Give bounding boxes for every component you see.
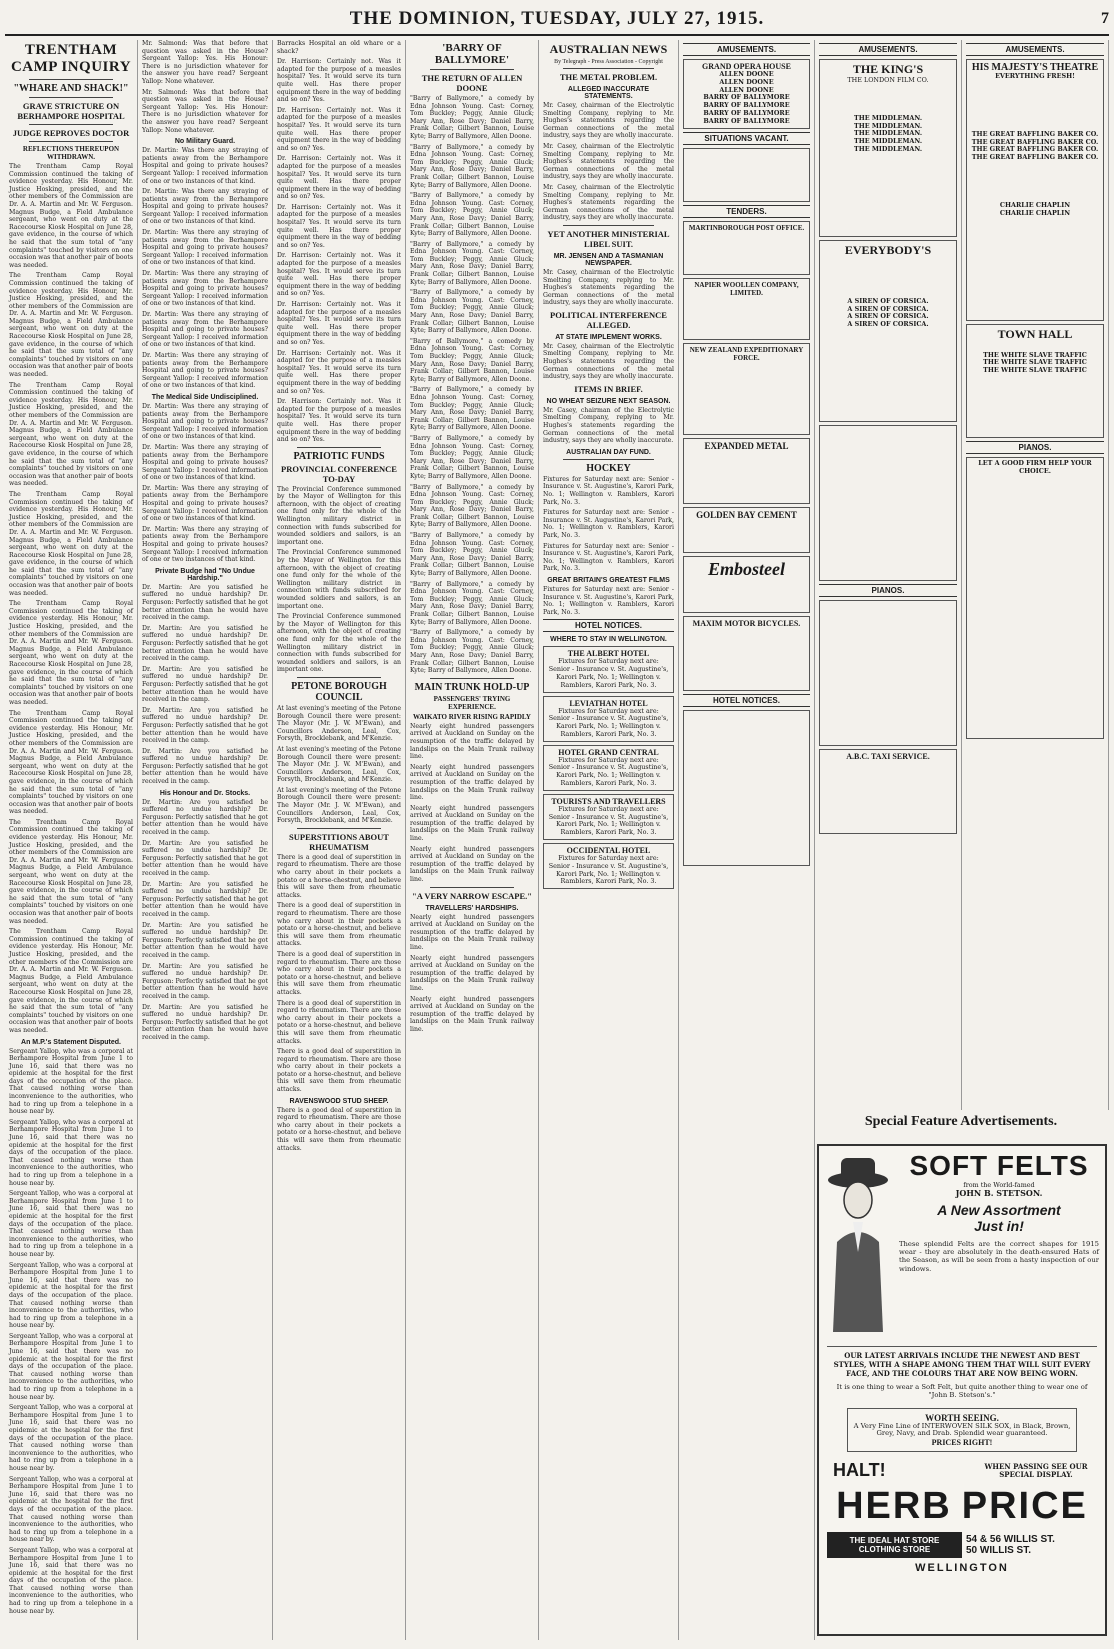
just-in-title: Just in!: [974, 1217, 1024, 1234]
heading-amusements: AMUSEMENTS.: [819, 43, 957, 56]
article-body: "Barry of Ballymore," a comedy by Edna Johnson Young. Cast: Corney, Tom Buckley; Peggy, Annie Gluck; Mary Ann, Rose Davy; Daniel Barry, Frank Collar; Gilbert Bannon, Louise Kyte; Barry of Ballymore, Allen Doone.: [410, 532, 534, 578]
subhead-stricture: GRAVE STRICTURE ON BERHAMPORE HOSPITAL: [17, 101, 125, 121]
soft-felts-ad: [817, 1144, 1107, 1636]
article-body: There is a good deal of superstition in regard to rheumatism. There are those who carry about in their pockets a potato or a horse-chestnut, and believe this will save them from rheumatic attacks.: [277, 902, 401, 948]
hotel-ad: HOTEL GRAND CENTRAL Fixtures for Saturday next are: Senior - Insurance v. St. Augustine's, Karori Park, No. 1; Wellington v. Ramblers, Karori Park, No. 3.: [543, 745, 674, 791]
article-body: At last evening's meeting of the Petone Borough Council there were present: The Mayor (Mr. J. W. M'Ewan), and Councillors Anderson, Leal, Cox, Forsyth, Brocklebank, and M'Kenzie.: [277, 786, 401, 825]
article-body: "Barry of Ballymore," a comedy by Edna Johnson Young. Cast: Corney, Tom Buckley; Peggy, Annie Gluck; Mary Ann, Rose Davy; Daniel Barry, Frank Collar; Gilbert Bannon, Louise Kyte; Barry of Ballymore, Allen Doone.: [410, 95, 534, 140]
article-body: There is a good deal of superstition in regard to rheumatism. There are those who carry about in their pockets a potato or a horse-chestnut, and believe this will save them from rheumatic attacks.: [277, 1048, 401, 1094]
article-body: Dr. Harrison: Certainly not. Was it adapted for the purpose of a measles hospital? Yes. It would serve its turn quite well. Has there proper equipment there in the way of bedding and so on? Yes.: [277, 58, 401, 104]
heading-hockey: HOCKEY: [586, 462, 631, 474]
store-name: THE IDEAL HAT STORE CLOTHING STORE: [827, 1532, 962, 1558]
address-2: 50 WILLIS ST.: [966, 1545, 1032, 1557]
subsection-ravenswood: RAVENSWOOD STUD SHEEP.: [289, 1097, 389, 1105]
masthead-title: THE DOMINION, TUESDAY, JULY 27, 1915.: [349, 8, 765, 29]
subhead-inaccurate: ALLEGED INACCURATE STATEMENTS.: [567, 86, 650, 100]
article-body: Nearly eight hundred passengers arrived at Auckland on Sunday on the resumption of the traffic delayed by landslips on the Main Trunk railway line.: [410, 995, 534, 1033]
subhead-aus-day: AUSTRALIAN DAY FUND.: [566, 448, 651, 456]
article-body: There is a good deal of superstition in regard to rheumatism. There are those who carry about in their pockets a potato or a horse-chestnut, and believe this will save them from rheumatic attacks.: [277, 999, 401, 1045]
tender-ad: NAPIER WOOLLEN COMPANY, LIMITED.: [683, 278, 810, 340]
article-body: Dr. Harrison: Certainly not. Was it adapted for the purpose of a measles hospital? Yes. It would serve its turn quite well. Has there proper equipment there in the way of bedding and so on? Yes.: [277, 155, 401, 201]
article-body: "Barry of Ballymore," a comedy by Edna Johnson Young. Cast: Corney, Tom Buckley; Peggy, Annie Gluck; Mary Ann, Rose Davy; Daniel Barry, Frank Collar; Gilbert Bannon, Louise Kyte; Barry of Ballymore, Allen Doone.: [410, 386, 534, 432]
article-body: Dr. Harrison: Certainly not. Was it adapted for the purpose of a measles hospital? Yes. It would serve its turn quite well. Has there proper equipment there in the way of bedding and so on? Yes.: [277, 203, 401, 249]
heading-amusements: AMUSEMENTS.: [683, 43, 810, 56]
article-body: Dr. Martin: Was there any straying of patients away from the Berhampore Hospital and going to private houses? Sergeant Yallop: I received information of one or two instances of that kind.: [142, 311, 268, 349]
subsection-budge: Private Budge had "No Undue Hardship.": [155, 567, 255, 582]
headline-ballymore: 'BARRY OF BALLYMORE': [434, 42, 510, 66]
subsection-guard: No Military Guard.: [174, 138, 236, 146]
subsection-stocks: His Honour and Dr. Stocks.: [159, 789, 251, 797]
article-body: Sergeant Yallop, who was a corporal at Berhampore Hospital from June 1 to June 16, said that there was no epidemic at the hospital for the first days of the occupation of the place. That caused nothing worse than inconvenience to the authorities, who had to ring up from a telephone in a house near by.: [9, 1190, 133, 1258]
article-body: Dr. Martin: Was there any straying of patients away from the Berhampore Hospital and going to private houses? Sergeant Yallop: I received information of one or two instances of that kind.: [142, 402, 268, 441]
man-in-hat-illustration: [823, 1152, 893, 1332]
heading-amusements: AMUSEMENTS.: [966, 43, 1104, 56]
article-body: Barracks Hospital an old whare or a shack?: [277, 40, 401, 55]
article-body: At last evening's meeting of the Petone Borough Council there were present: The Mayor (Mr. J. W. M'Ewan), and Councillors Anderson, Leal, Cox, Forsyth, Brocklebank, and M'Kenzie.: [277, 704, 401, 743]
article-body: The Trentham Camp Royal Commission continued the taking of evidence yesterday. His Honour, Mr. Justice Hosking, presided, and the other members of the Commission are Dr. A. A. Martin and Mr. W. Ferguson. Magnus Budge, a Field Ambulance sergeant, who went on duty at the Racecourse Kiosk Hospital on June 28, gave evidence, in the course of which he said that the sum total of "any complaints" touched by visitors on one occasion was that another pair of boots was needed.: [9, 709, 133, 816]
article-body: Dr. Martin: Was there any straying of patients away from the Berhampore Hospital and going to private houses? Sergeant Yallop: I received information of one or two instances of that kind.: [142, 484, 268, 523]
article-body: "Barry of Ballymore," a comedy by Edna Johnson Young. Cast: Corney, Tom Buckley; Peggy, Annie Gluck; Mary Ann, Rose Davy; Daniel Barry, Frank Collar; Gilbert Bannon, Louise Kyte; Barry of Ballymore, Allen Doone.: [410, 240, 534, 286]
article-body: Dr. Harrison: Certainly not. Was it adapted for the purpose of a measles hospital? Yes. It would serve its turn quite well. Has there proper equipment there in the way of bedding and so on? Yes.: [277, 252, 401, 298]
subhead-wheat: NO WHEAT SEIZURE NEXT SEASON.: [546, 397, 671, 405]
hotel-ad: TOURISTS AND TRAVELLERS Fixtures for Saturday next are: Senior - Insurance v. St. Augustine's, Karori Park, No. 1; Wellington v. Ramblers, Karori Park, No. 3.: [543, 794, 674, 840]
kings-ad: THE KING'S THE LONDON FILM CO. THE MIDDLEMAN. THE MIDDLEMAN. THE MIDDLEMAN. THE MIDDLEMAN. THE MIDDLEMAN.: [819, 59, 957, 237]
article-body: "Barry of Ballymore," a comedy by Edna Johnson Young. Cast: Corney, Tom Buckley; Peggy, Annie Gluck; Mary Ann, Rose Davy; Daniel Barry, Frank Collar; Gilbert Bannon, Louise Kyte; Barry of Ballymore, Allen Doone.: [410, 483, 534, 529]
piano-ad: [819, 600, 957, 746]
hotel-ad: LEVIATHAN HOTEL Fixtures for Saturday next are: Senior - Insurance v. St. Augustine's, Karori Park, No. 1; Wellington v. Ramblers, Karori Park, No. 3.: [543, 696, 674, 742]
article-body: Dr. Martin: Are you satisfied he suffered no undue hardship? Dr. Ferguson: Perfectly satisfied that he got better attention than he would have received in the camp.: [142, 706, 268, 745]
article-body: The Provincial Conference summoned by the Mayor of Wellington for this afternoon, with the object of creating one fund only for the whole of the Wellington military district in connection with funds subscribed for wounded soldiers and sailors, is an important one.: [277, 613, 401, 674]
tender-ad: MARTINBOROUGH POST OFFICE.: [683, 221, 810, 275]
article-body: Dr. Harrison: Certainly not. Was it adapted for the purpose of a measles hospital? Yes. It would serve its turn quite well. Has there proper equipment there in the way of bedding and so on? Yes.: [277, 301, 401, 346]
embosteel-ad: Embosteel: [683, 556, 810, 613]
heading-pianos: PIANOS.: [819, 584, 957, 597]
heading-metal-problem: THE METAL PROBLEM.: [559, 72, 658, 82]
metal-ad: EXPANDED METAL: [683, 438, 810, 504]
article-body: Dr. Martin: Are you satisfied he suffered no undue hardship? Dr. Ferguson: Perfectly satisfied that he got better attention than he would have received in the camp.: [142, 798, 268, 837]
heading-narrow-escape: "A VERY NARROW ESCAPE.": [412, 890, 532, 901]
subhead-doone: THE RETURN OF ALLEN DOONE: [421, 73, 523, 93]
subhead-passengers: PASSENGERS' TRYING EXPERIENCE.: [433, 694, 511, 711]
article-body: "Barry of Ballymore," a comedy by Edna Johnson Young. Cast: Corney, Tom Buckley; Peggy, Annie Gluck; Mary Ann, Rose Davy; Daniel Barry, Frank Collar; Gilbert Bannon, Louise Kyte; Barry of Ballymore, Allen Doone.: [410, 580, 534, 626]
article-body: There is a good deal of superstition in regard to rheumatism. There are those who carry about in their pockets a potato or a horse-chestnut, and believe this will save them from rheumatic attacks.: [277, 1106, 401, 1152]
page-number: 7: [1101, 10, 1109, 27]
article-body: Dr. Martin: Are you satisfied he suffered no undue hardship? Dr. Ferguson: Perfectly satisfied that he got better attention than he would have received in the camp.: [142, 747, 268, 786]
article-body: Dr. Martin: Are you satisfied he suffered no undue hardship? Dr. Ferguson: Perfectly satisfied that he got better attention than he would have received in the camp.: [142, 583, 268, 622]
article-body: Nearly eight hundred passengers arrived at Auckland on Sunday on the resumption of the traffic delayed by landslips on the Main Trunk railway line.: [410, 804, 534, 843]
article-body: The Trentham Camp Royal Commission continued the taking of evidence yesterday. His Honour, Mr. Justice Hosking, presided, and the other members of the Commission are Dr. A. A. Martin and Mr. W. Ferguson. Magnus Budge, a Field Ambulance sergeant, who went on duty at the Racecourse Kiosk Hospital on June 28, gave evidence, in the course of which he said that the sum total of "any complaints" touched by visitors on one occasion was that another pair of boots was needed.: [9, 163, 133, 269]
article-body: Dr. Martin: Was there any straying of patients away from the Berhampore Hospital and going to private houses? Sergeant Yallop: I received information of one or two instances of that kind.: [142, 525, 268, 564]
heading-hotel-notices-2: HOTEL NOTICES.: [683, 694, 810, 707]
heading-patriotic-funds: PATRIOTIC FUNDS: [293, 450, 385, 462]
article-body: Sergeant Yallop, who was a corporal at Berhampore Hospital from June 1 to June 16, said that there was no epidemic at the hospital for the first days of the occupation of the place. That caused nothing worse than inconvenience to the authorities, who had to ring up from a telephone in a house near by.: [9, 1118, 133, 1187]
latest-arrivals: OUR LATEST ARRIVALS INCLUDE THE NEWEST AND BEST STYLES, WITH A SHAPE AMONG THEM THAT WILL SUIT EVERY FACE, AND THE COLOURS THAT ARE NOW BEING WORN.: [833, 1351, 1091, 1378]
article-body: Dr. Martin: Are you satisfied he suffered no undue hardship? Dr. Ferguson: Perfectly satisfied that he got better attention than he would have received in the camp.: [142, 839, 268, 877]
article-body: At last evening's meeting of the Petone Borough Council there were present: The Mayor (Mr. J. W. M'Ewan), and Councillors Anderson, Leal, Cox, Forsyth, Brocklebank, and M'Kenzie.: [277, 745, 401, 784]
worth-seeing-box: [847, 1408, 1077, 1453]
article-body: Nearly eight hundred passengers arrived at Auckland on Sunday on the resumption of the traffic delayed by landslips on the Main Trunk railway line.: [410, 913, 534, 951]
article-body: Fixtures for Saturday next are: Senior - Insurance v. St. Augustine's, Karori Park, No. 1; Wellington v. Ramblers, Karori Park, No. 3.: [543, 509, 674, 539]
everybodys-ad: EVERYBODY'S A SIREN OF CORSICA. A SIREN OF CORSICA. A SIREN OF CORSICA. A SIREN OF CORSICA.: [819, 240, 957, 422]
article-body: Dr. Martin: Are you satisfied he suffered no undue hardship? Dr. Ferguson: Perfectly satisfied that he got better attention than he would have received in the camp.: [142, 962, 268, 1000]
newspaper-page: [5, 4, 1109, 1640]
article-body: Dr. Martin: Are you satisfied he suffered no undue hardship? Dr. Ferguson: Perfectly satisfied that he got better attention than he would have received in the camp.: [142, 624, 268, 663]
article-body: "Barry of Ballymore," a comedy by Edna Johnson Young. Cast: Corney, Tom Buckley; Peggy, Annie Gluck; Mary Ann, Rose Davy; Daniel Barry, Frank Collar; Gilbert Bannon, Louise Kyte; Barry of Ballymore, Allen Doone.: [410, 143, 534, 189]
article-body: Dr. Harrison: Certainly not. Was it adapted for the purpose of a measles hospital? Yes. It would serve its turn quite well. Has there proper equipment there in the way of bedding and so on? Yes.: [277, 106, 401, 152]
article-body: The Trentham Camp Royal Commission continued the taking of evidence yesterday. His Honour, Mr. Justice Hosking, presided, and the other members of the Commission are Dr. A. A. Martin and Mr. W. Ferguson. Magnus Budge, a Field Ambulance sergeant, who went on duty at the Racecourse Kiosk Hospital on June 28, gave evidence, in the course of which he said that the sum total of "any complaints" touched by visitors on one occasion was that another pair of boots was needed.: [9, 818, 133, 925]
article-body: Dr. Martin: Are you satisfied he suffered no undue hardship? Dr. Ferguson: Perfectly satisfied that he got better attention than he would have received in the camp.: [142, 665, 268, 704]
opera-ad: GRAND OPERA HOUSE ALLEN DOONE ALLEN DOONE ALLEN DOONE BARRY OF BALLYMORE BARRY OF BALLYMORE BARRY OF BALLYMORE BARRY OF BALLYMORE: [683, 59, 810, 129]
article-body: Mr. Casey, chairman of the Electrolytic Smelting Company, replying to Mr. Hughes's statements regarding the German connections of the metal industry, says they are wholly inaccurate.: [543, 406, 674, 445]
subhead-reflections: REFLECTIONS THEREUPON WITHDRAWN.: [22, 145, 120, 161]
column-2: [138, 40, 273, 1640]
article-body: The Trentham Camp Royal Commission continued the taking of evidence yesterday. His Honour, Mr. Justice Hosking, presided, and the other members of the Commission are Dr. A. A. Martin and Mr. W. Ferguson. Magnus Budge, a Field Ambulance sergeant, who went on duty at the Racecourse Kiosk Hospital on June 28, gave evidence, in the course of which he said that the sum total of "any complaints" touched by visitors on one occasion was that another pair of boots was needed.: [9, 490, 133, 597]
article-body: The Trentham Camp Royal Commission continued the taking of evidence yesterday. His Honour, Mr. Justice Hosking, presided, and the other members of the Commission are Dr. A. A. Martin and Mr. W. Ferguson. Magnus Budge, a Field Ambulance sergeant, who went on duty at the Racecourse Kiosk Hospital on June 28, gave evidence, in the course of which he said that the sum total of "any complaints" touched by visitors on one occasion was that another pair of boots was needed.: [9, 928, 133, 1034]
hotel-ad: THE ALBERT HOTEL Fixtures for Saturday next are: Senior - Insurance v. St. Augustine's, Karori Park, No. 1; Wellington v. Ramblers, Karori Park, No. 3.: [543, 646, 674, 692]
worth-seeing: WORTH SEEING.: [925, 1412, 999, 1423]
heading-political: POLITICAL INTERFERENCE ALLEGED.: [550, 309, 667, 330]
subhead-films: GREAT BRITAIN'S GREATEST FILMS: [547, 576, 670, 584]
article-body: "Barry of Ballymore," a comedy by Edna Johnson Young. Cast: Corney, Tom Buckley; Peggy, Annie Gluck; Mary Ann, Rose Davy; Daniel Barry, Frank Collar; Gilbert Bannon, Louise Kyte; Barry of Ballymore, Allen Doone.: [410, 434, 534, 480]
heading-libel-suit: YET ANOTHER MINISTERIAL LIBEL SUIT.: [547, 228, 670, 249]
article-body: Sergeant Yallop, who was a corporal at Berhampore Hospital from June 1 to June 16, said that there was no epidemic at the hospital for the first days of the occupation of the place. That caused nothing worse than inconvenience to the authorities, who had to ring up from a telephone in a house near by.: [9, 1404, 133, 1472]
soft-felts-title: SOFT FELTS: [909, 1150, 1089, 1181]
subhead-judge: JUDGE REPROVES DOCTOR: [12, 128, 130, 138]
article-body: Sergeant Yallop, who was a corporal at Berhampore Hospital from June 1 to June 16, said that there was no epidemic at the hospital for the first days of the occupation of the place. That caused nothing worse than inconvenience to the authorities, who had to ring up from a telephone in a house near by.: [9, 1332, 133, 1401]
article-body: Dr. Martin: Was there any straying of patients away from the Berhampore Hospital and going to private houses? Sergeant Yallop: I received information of one or two instances of that kind.: [142, 188, 268, 226]
article-body: The Provincial Conference summoned by the Mayor of Wellington for this afternoon, with the object of creating one fund only for the whole of the Wellington military district in connection with funds subscribed for wounded soldiers and sailors, is an important one.: [277, 549, 401, 610]
article-body: Mr. Casey, chairman of the Electrolytic Smelting Company, replying to Mr. Hughes's statements regarding the German connections of the metal industry, says they are wholly inaccurate.: [543, 342, 674, 381]
wellington-college-ad: [819, 425, 957, 581]
article-body: "Barry of Ballymore," a comedy by Edna Johnson Young. Cast: Corney, Tom Buckley; Peggy, Annie Gluck; Mary Ann, Rose Davy; Daniel Barry, Frank Collar; Gilbert Bannon, Louise Kyte; Barry of Ballymore, Allen Doone.: [410, 289, 534, 335]
article-body: Sergeant Yallop, who was a corporal at Berhampore Hospital from June 1 to June 16, said that there was no epidemic at the hospital for the first days of the occupation of the place. That caused nothing worse than inconvenience to the authorities, who had to ring up from a telephone in a house near by.: [9, 1261, 133, 1330]
article-body: Dr. Harrison: Certainly not. Was it adapted for the purpose of a measles hospital? Yes. It would serve its turn quite well. Has there proper equipment there in the way of bedding and so on? Yes.: [277, 349, 401, 395]
majesty-ad: HIS MAJESTY'S THEATRE EVERYTHING FRESH! THE GREAT BAFFLING BAKER CO. THE GREAT BAFFLING BAKER CO. THE GREAT BAFFLING BAKER CO. THE GREAT BAFFLING BAKER CO. CHARLIE CHAPLIN CHARLIE CHAPLIN: [966, 59, 1104, 321]
halt-title: HALT!: [833, 1460, 886, 1481]
article-body: Dr. Martin: Was there any straying of patients away from the Berhampore Hospital and going to private houses? Sergeant Yallop: I received information of one or two instances of that kind.: [142, 443, 268, 482]
article-body: Fixtures for Saturday next are: Senior - Insurance v. St. Augustine's, Karori Park, No. 1; Wellington v. Ramblers, Karori Park, No. 3.: [543, 585, 674, 616]
article-body: Dr. Harrison: Certainly not. Was it adapted for the purpose of a measles hospital? Yes. It would serve its turn quite well. Has there proper equipment there in the way of bedding and so on? Yes.: [277, 398, 401, 444]
article-body: Dr. Martin: Are you satisfied he suffered no undue hardship? Dr. Ferguson: Perfectly satisfied that he got better attention than he would have received in the camp.: [142, 880, 268, 918]
subsection-mp: An M.P.'s Statement Disputed.: [21, 1038, 121, 1046]
article-body: Nearly eight hundred passengers arrived at Auckland on Sunday on the resumption of the traffic delayed by landslips on the Main Trunk railway line.: [410, 954, 534, 992]
column-6: [679, 40, 815, 1640]
article-body: The Trentham Camp Royal Commission continued the taking of evidence yesterday. His Honour, Mr. Justice Hosking, presided, and the other members of the Commission are Dr. A. A. Martin and Mr. W. Ferguson. Magnus Budge, a Field Ambulance sergeant, who went on duty at the Racecourse Kiosk Hospital on June 28, gave evidence, in the course of which he said that the sum total of "any complaints" touched by visitors on one occasion was that another pair of boots was needed.: [9, 272, 133, 379]
city-name: WELLINGTON: [915, 1562, 1009, 1575]
prices-right: PRICES RIGHT!: [931, 1438, 993, 1448]
article-body: Nearly eight hundred passengers arrived at Auckland on Sunday on the resumption of the traffic delayed by landslips on the Main Trunk railway line.: [410, 722, 534, 761]
subhead-waikato: WAIKATO RIVER RISING RAPIDLY: [413, 712, 531, 721]
town-hall-ad: TOWN HALL THE WHITE SLAVE TRAFFIC THE WHITE SLAVE TRAFFIC THE WHITE SLAVE TRAFFIC: [966, 324, 1104, 438]
article-body: Nearly eight hundred passengers arrived at Auckland on Sunday on the resumption of the traffic delayed by landslips on the Main Trunk railway line.: [410, 845, 534, 884]
article-body: "Barry of Ballymore," a comedy by Edna Johnson Young. Cast: Corney, Tom Buckley; Peggy, Annie Gluck; Mary Ann, Rose Davy; Daniel Barry, Frank Collar; Gilbert Bannon, Louise Kyte; Barry of Ballymore, Allen Doone.: [410, 192, 534, 238]
assortment-title: A New Assortment: [937, 1201, 1061, 1218]
article-body: "Barry of Ballymore," a comedy by Edna Johnson Young. Cast: Corney, Tom Buckley; Peggy, Annie Gluck; Mary Ann, Rose Davy; Daniel Barry, Frank Collar; Gilbert Bannon, Louise Kyte; Barry of Ballymore, Allen Doone.: [410, 629, 534, 675]
column-5: [539, 40, 679, 1640]
article-body: Sergeant Yallop, who was a corporal at Berhampore Hospital from June 1 to June 16, said that there was no epidemic at the hospital for the first days of the occupation of the place. That caused nothing worse than inconvenience to the authorities, who had to ring up from a telephone in a house near by.: [9, 1546, 133, 1615]
passing-line: WHEN PASSING SEE OUR SPECIAL DISPLAY.: [984, 1461, 1088, 1479]
article-body: Fixtures for Saturday next are: Senior - Insurance v. St. Augustine's, Karori Park, No. 1; Wellington v. Ramblers, Karori Park, No. 3.: [543, 475, 674, 506]
article-body: There is a good deal of superstition in regard to rheumatism. There are those who carry about in their pockets a potato or a horse-chestnut, and believe this will save them from rheumatic attacks.: [277, 950, 401, 996]
article-body: Dr. Martin: Was there any straying of patients away from the Berhampore Hospital and going to private houses? Sergeant Yallop: I received information of one or two instances of that kind.: [142, 351, 268, 390]
taxi-ad: A.B.C. TAXI SERVICE.: [819, 749, 957, 834]
heading-tenders: TENDERS.: [683, 205, 810, 218]
column-3: [273, 40, 406, 1640]
subhead-stay: WHERE TO STAY IN WELLINGTON.: [550, 636, 667, 644]
article-body: The Provincial Conference summoned by the Mayor of Wellington for this afternoon, with the object of creating one fund only for the whole of the Wellington military district in connection with funds subscribed for wounded soldiers and sailors, is an important one.: [277, 485, 401, 546]
tender-ad: NEW ZEALAND EXPEDITIONARY FORCE.: [683, 343, 810, 435]
article-body: Sergeant Yallop, who was a corporal at Berhampore Hospital from June 1 to June 16, said that there was no epidemic at the hospital for the first days of the occupation of the place. That caused nothing worse than inconvenience to the authorities, who had to ring up from a telephone in a house near by.: [9, 1047, 133, 1116]
article-body: Dr. Martin: Are you satisfied he suffered no undue hardship? Dr. Ferguson: Perfectly satisfied that he got better attention than he would have received in the camp.: [142, 1003, 268, 1041]
article-body: Mr. Casey, chairman of the Electrolytic Smelting Company, replying to Mr. Hughes's statements regarding the German connections of the metal industry, says they are wholly inaccurate.: [543, 142, 674, 181]
heading-items-brief: ITEMS IN BRIEF.: [574, 383, 643, 394]
piano-firm-ad: LET A GOOD FIRM HELP YOUR CHOICE.: [966, 457, 1104, 739]
headline-trentham: TRENTHAM CAMP INQUIRY: [10, 42, 132, 75]
article-body: Sergeant Yallop, who was a corporal at Berhampore Hospital from June 1 to June 16, said that there was no epidemic at the hospital for the first days of the occupation of the place. That caused nothing worse than inconvenience to the authorities, who had to ring up from a telephone in a house near by.: [9, 1475, 133, 1544]
address-1: 54 & 56 WILLIS ST.: [966, 1534, 1055, 1546]
silk-sox: A Very Fine Line of INTERWOVEN SILK SOX, in Black, Brown, Grey, Navy, and Drab. Splendid wear guaranteed.: [853, 1421, 1071, 1438]
maker-name: JOHN B. STETSON.: [955, 1187, 1043, 1198]
classified-ad: [683, 148, 810, 202]
heading-hotel-notices: HOTEL NOTICES.: [543, 619, 674, 632]
article-body: The Trentham Camp Royal Commission continued the taking of evidence yesterday. His Honour, Mr. Justice Hosking, presided, and the other members of the Commission are Dr. A. A. Martin and Mr. W. Ferguson. Magnus Budge, a Field Ambulance sergeant, who went on duty at the Racecourse Kiosk Hospital on June 28, gave evidence, in the course of which he said that the sum total of "any complaints" touched by visitors on one occasion was that another pair of boots was needed.: [9, 381, 133, 488]
column-1: [5, 40, 138, 1640]
hotel-ad: OCCIDENTAL HOTEL Fixtures for Saturday next are: Senior - Insurance v. St. Augustine's, Karori Park, No. 1; Wellington v. Ramblers, Karori Park, No. 3.: [543, 843, 674, 889]
price-title: PRICE: [961, 1485, 1088, 1528]
special-feature-heading: Special Feature Advertisements.: [864, 1114, 1058, 1129]
article-body: Mr. Casey, chairman of the Electrolytic Smelting Company, replying to Mr. Hughes's statements regarding the German connections of the metal industry, says they are wholly inaccurate.: [543, 183, 674, 222]
article-body: Dr. Martin: Was there any straying of patients away from the Berhampore Hospital and going to private houses? Sergeant Yallop: I received information of one or two instances of that kind.: [142, 229, 268, 267]
article-body: Dr. Martin: Was there any straying of patients away from the Berhampore Hospital and going to private houses? Sergeant Yallop: I received information of one or two instances of that kind.: [142, 147, 268, 185]
subsection-hardships: TRAVELLERS' HARDSHIPS.: [425, 904, 519, 912]
article-body: Mr. Salmond: Was that before that question was asked in the House? Sergeant Yallop: Yes. His Honour: There is no jurisdiction whatever for the answer you have read? Sergeant Yallop: None whatever.: [142, 88, 268, 134]
column-4: [406, 40, 539, 1640]
hotel-ads: [683, 710, 810, 866]
article-body: The Trentham Camp Royal Commission continued the taking of evidence yesterday. His Honour, Mr. Justice Hosking, presided, and the other members of the Commission are Dr. A. A. Martin and Mr. W. Ferguson. Magnus Budge, a Field Ambulance sergeant, who went on duty at the Racecourse Kiosk Hospital on June 28, gave evidence, in the course of which he said that the sum total of "any complaints" touched by visitors on one occasion was that another pair of boots was needed.: [9, 600, 133, 706]
subhead-jensen: MR. JENSEN AND A TASMANIAN NEWSPAPER.: [553, 252, 664, 267]
subhead-whare: "WHARE AND SHACK!": [13, 83, 129, 94]
article-body: Nearly eight hundred passengers arrived at Auckland on Sunday on the resumption of the traffic delayed by landslips on the Main Trunk railway line.: [410, 763, 534, 802]
heading-rheumatism: SUPERSTITIONS ABOUT RHEUMATISM: [289, 831, 389, 852]
cement-ad: GOLDEN BAY CEMENT: [683, 507, 810, 553]
article-body: Dr. Martin: Are you satisfied he suffered no undue hardship? Dr. Ferguson: Perfectly satisfied that he got better attention than he would have received in the camp.: [142, 921, 268, 959]
article-body: "Barry of Ballymore," a comedy by Edna Johnson Young. Cast: Corney, Tom Buckley; Peggy, Annie Gluck; Mary Ann, Rose Davy; Daniel Barry, Frank Collar; Gilbert Bannon, Louise Kyte; Barry of Ballymore, Allen Doone.: [410, 337, 534, 383]
heading-pianos-2: PIANOS.: [966, 441, 1104, 454]
byline: By Telegraph - Press Association - Copyright: [554, 59, 663, 65]
heading-main-trunk: MAIN TRUNK HOLD-UP: [414, 681, 530, 693]
heading-situations: SITUATIONS VACANT.: [683, 132, 810, 145]
article-body: Mr. Casey, chairman of the Electrolytic Smelting Company, replying to Mr. Hughes's statements regarding the German connections of the metal industry, says they are wholly inaccurate.: [543, 268, 674, 307]
herb-title: HERB: [836, 1485, 952, 1528]
masthead: [5, 4, 1109, 36]
felt-description: These splendid Felts are the correct shapes for 1915 wear - they are absolutely in the death-ensured Hats of the Season, as will be seen from a hasty inspection of our windows.: [899, 1239, 1099, 1273]
article-body: Mr. Salmond: Was that before that question was asked in the House? Sergeant Yallop: Yes. His Honour: There is no jurisdiction whatever for the answer you have read? Sergeant Yallop: None whatever.: [142, 40, 268, 85]
subhead-conference: PROVINCIAL CONFERENCE TO-DAY: [281, 463, 397, 484]
from-line: from the World-famed: [963, 1181, 1035, 1189]
article-body: Mr. Casey, chairman of the Electrolytic Smelting Company, replying to Mr. Hughes's statements regarding the German connections of the metal industry, says they are wholly inaccurate.: [543, 102, 674, 140]
column-8: [962, 40, 1109, 1110]
column-7: [815, 40, 962, 1110]
heading-petone: PETONE BOROUGH COUNCIL: [291, 680, 387, 703]
article-body: Dr. Martin: Was there any straying of patients away from the Berhampore Hospital and going to private houses? Sergeant Yallop: I received information of one or two instances of that kind.: [142, 270, 268, 308]
article-body: There is a good deal of superstition in regard to rheumatism. There are those who carry about in their pockets a potato or a horse-chestnut, and believe this will save them from rheumatic attacks.: [277, 853, 401, 899]
motor-ad: MAXIM MOTOR BICYCLES.: [683, 616, 810, 691]
article-body: Fixtures for Saturday next are: Senior - Insurance v. St. Augustine's, Karori Park, No. 1; Wellington v. Ramblers, Karori Park, No. 3.: [543, 542, 674, 573]
headline-australian-news: AUSTRALIAN NEWS: [549, 42, 668, 56]
subhead-state-works: AT STATE IMPLEMENT WORKS.: [555, 333, 662, 341]
stetson-line: It is one thing to wear a Soft Felt, but quite another thing to wear one of "John B. Stetson's.": [836, 1383, 1088, 1399]
subsection-medical: The Medical Side Undisciplined.: [151, 393, 259, 401]
